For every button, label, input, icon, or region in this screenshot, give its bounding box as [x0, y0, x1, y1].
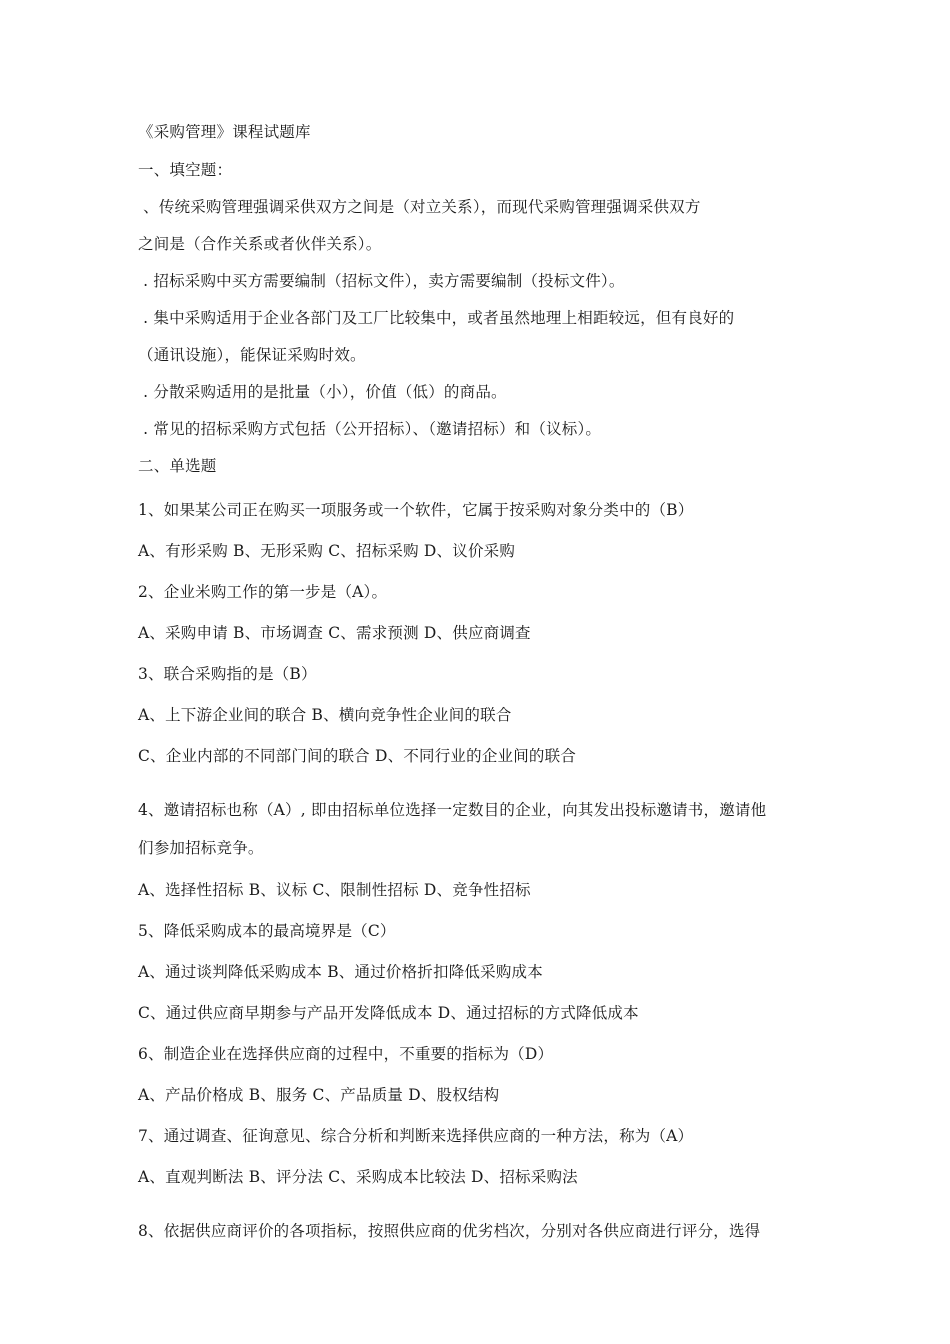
choice-question-6-options: A、产品价格成 B、服务 C、产品质量 D、股权结构 [138, 1086, 500, 1104]
choice-question-5-options-line-2: C、通过供应商早期参与产品开发降低成本 D、通过招标的方式降低成本 [138, 1004, 639, 1022]
choice-question-3-options-line-2: C、企业内部的不同部门间的联合 D、不同行业的企业间的联合 [138, 747, 577, 765]
choice-question-5: 5、降低采购成本的最高境界是（C） [138, 922, 396, 940]
section-heading-single-choice: 二、单选题 [138, 457, 217, 475]
fill-question-3-line-1: . 集中采购适用于企业各部门及工厂比较集中，或者虽然地理上相距较远，但有良好的 [138, 309, 735, 327]
fill-question-1-line-1: 、传统采购管理强调采供双方之间是（对立关系），而现代采购管理强调采供双方 [138, 198, 701, 216]
document-title: 《采购管理》课程试题库 [138, 123, 311, 141]
choice-question-7: 7、通过调查、征询意见、综合分析和判断来选择供应商的一种方法，称为（A） [138, 1127, 694, 1145]
choice-question-1-options: A、有形采购 B、无形采购 C、招标采购 D、议价采购 [138, 542, 516, 560]
fill-question-2: . 招标采购中买方需要编制（招标文件），卖方需要编制（投标文件）。 [138, 272, 625, 290]
choice-question-6: 6、制造企业在选择供应商的过程中，不重要的指标为（D） [138, 1045, 554, 1063]
choice-question-8-line-1: 8、依据供应商评价的各项指标，按照供应商的优劣档次，分别对各供应商进行评分，选得 [138, 1222, 761, 1240]
choice-question-3: 3、联合采购指的是（B） [138, 665, 317, 683]
choice-question-4-line-1: 4、邀请招标也称（A）, 即由招标单位选择一定数目的企业，向其发出投标邀请书，邀请他 [138, 801, 767, 819]
choice-question-4-line-2: 们参加招标竞争。 [138, 839, 264, 857]
choice-question-2-options: A、采购申请 B、市场调查 C、需求预测 D、供应商调查 [138, 624, 531, 642]
choice-question-1: 1、如果某公司正在购买一项服务或一个软件，它属于按采购对象分类中的（B） [138, 501, 694, 519]
fill-question-4: . 分散采购适用的是批量（小），价值（低）的商品。 [138, 383, 507, 401]
choice-question-7-options: A、直观判断法 B、评分法 C、采购成本比较法 D、招标采购法 [138, 1168, 578, 1186]
choice-question-2: 2、企业米购工作的第一步是（A）。 [138, 583, 388, 601]
choice-question-5-options-line-1: A、通过谈判降低采购成本 B、通过价格折扣降低采购成本 [138, 963, 543, 981]
choice-question-3-options-line-1: A、上下游企业间的联合 B、横向竞争性企业间的联合 [138, 706, 512, 724]
fill-question-5: . 常见的招标采购方式包括（公开招标）、（邀请招标）和（议标）。 [138, 420, 602, 438]
section-heading-fill-in: 一、填空题： [138, 161, 233, 179]
fill-question-3-line-2: （通讯设施），能保证采购时效。 [138, 346, 366, 364]
fill-question-1-line-2: 之间是（合作关系或者伙伴关系）。 [138, 235, 382, 253]
choice-question-4-options: A、选择性招标 B、议标 C、限制性招标 D、竞争性招标 [138, 881, 531, 899]
